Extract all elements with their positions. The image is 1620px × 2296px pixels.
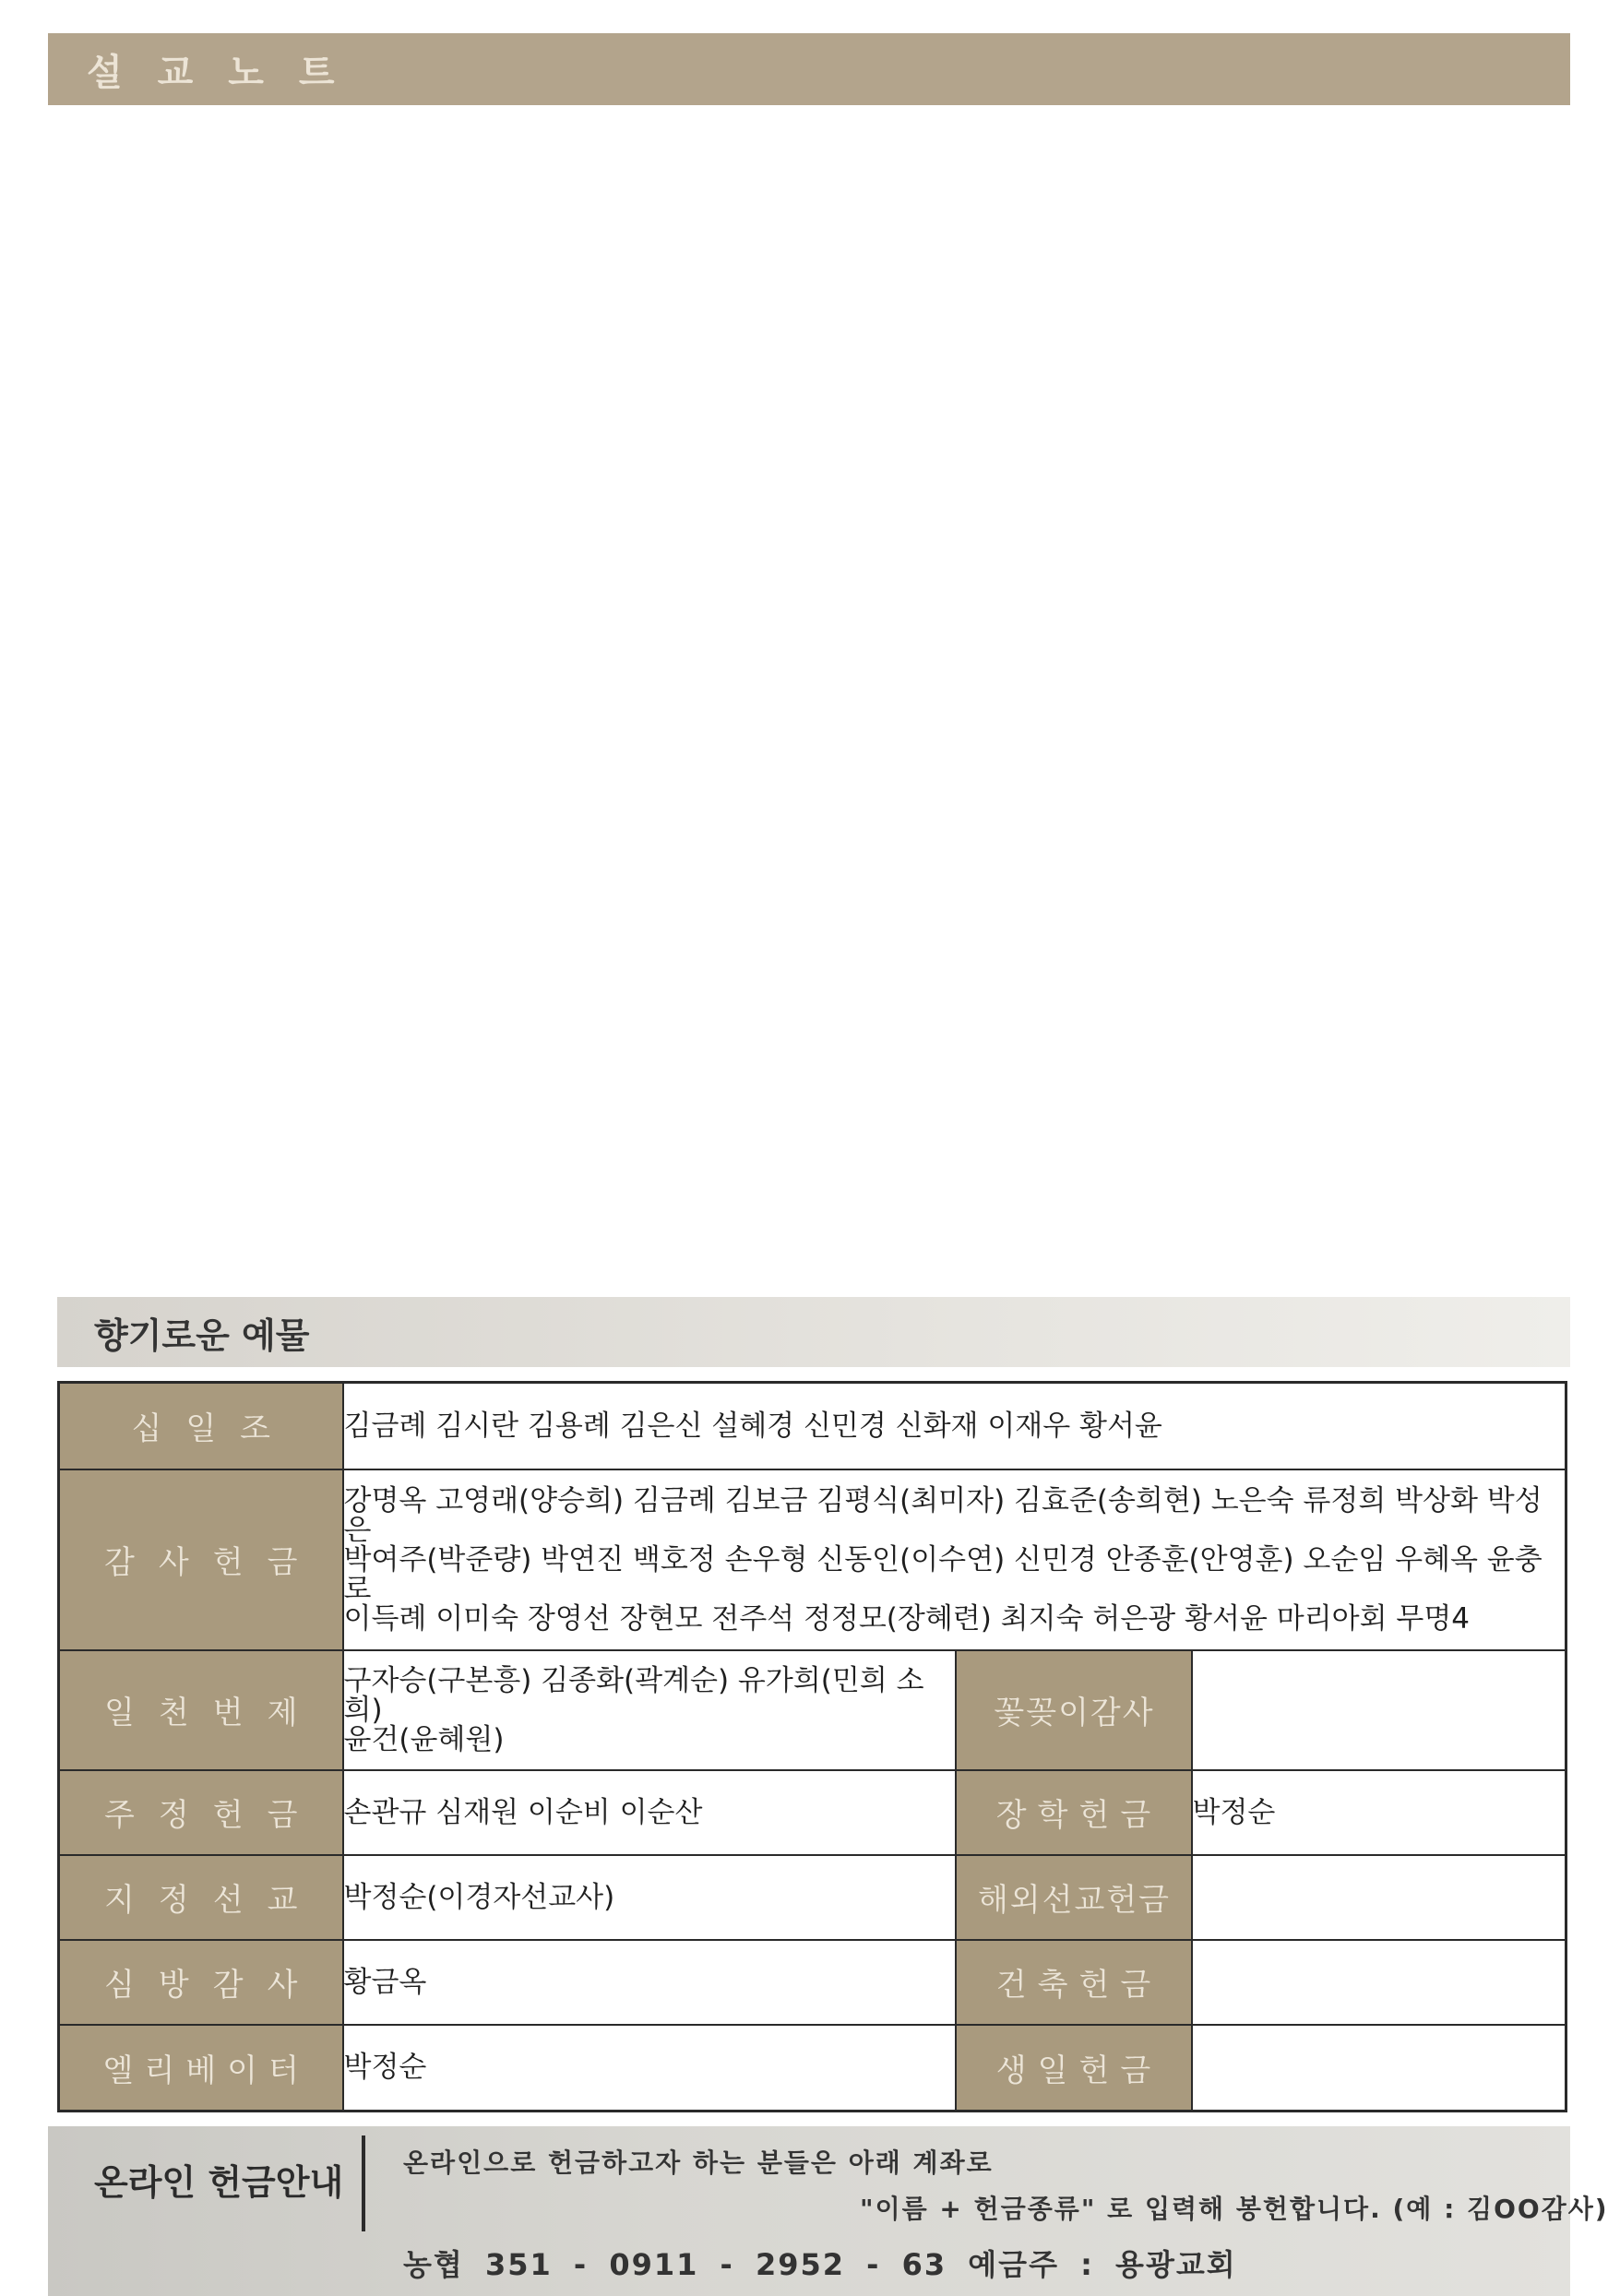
sermon-notes-title: 설교노트: [87, 51, 370, 94]
table-row: [59, 2025, 1566, 2112]
offering-section-title: 향기로운 예물: [94, 1315, 310, 1356]
value-flower-thanks: [1192, 1650, 1566, 1770]
value-overseas-mission: [1192, 1855, 1566, 1940]
value-elevator: 박정순: [343, 2025, 956, 2112]
thousand-offering-line-2: 윤건(윤혜원): [343, 1722, 505, 1756]
label-thousand-offering: 일천번제: [59, 1650, 343, 1770]
label-building-fund: 건축헌금: [956, 1940, 1192, 2025]
value-thousand-offering: [343, 1650, 956, 1770]
value-scholarship: 박정순: [1192, 1770, 1566, 1855]
value-building-fund: [1192, 1940, 1566, 2025]
thanksgiving-line-2: 박여주(박준량) 박연진 백호정 손우형 신동인(이수연) 신민경 안종훈(안영훈) 오순임 우혜옥 윤충로: [343, 1542, 1543, 1606]
label-birthday-offering: 생일헌금: [956, 2025, 1192, 2112]
thousand-offering-line-1: 구자승(구본흥) 김종화(곽계순) 유가희(민희 소희): [343, 1663, 924, 1727]
label-elevator: 엘리베이터: [59, 2025, 343, 2112]
online-instruction-line-1: 온라인으로 헌금하고자 하는 분들은 아래 계좌로: [403, 2147, 994, 2178]
offering-section-header: [57, 1297, 1570, 1367]
online-offering-title: 온라인 헌금안내: [94, 2162, 344, 2203]
table-row: [59, 1650, 1566, 1770]
sermon-notes-header: [48, 33, 1570, 105]
value-tithe: 김금례 김시란 김용례 김은신 설혜경 신민경 신화재 이재우 황서윤: [343, 1383, 1566, 1469]
value-weekly-offering: 손관규 심재원 이순비 이순산: [343, 1770, 956, 1855]
label-visitation-thanks: 심방감사: [59, 1940, 343, 2025]
table-row: [59, 1383, 1566, 1469]
value-thanksgiving: [343, 1469, 1566, 1650]
value-visitation-thanks: 황금옥: [343, 1940, 956, 2025]
table-row: [59, 1940, 1566, 2025]
bank-account-info: 농협 351 - 0911 - 2952 - 63 예금주 : 용광교회: [403, 2247, 1237, 2282]
table-row: [59, 1770, 1566, 1855]
table-row: [59, 1855, 1566, 1940]
offering-table: [57, 1381, 1567, 2112]
value-designated-mission: 박정순(이경자선교사): [343, 1855, 956, 1940]
label-weekly-offering: 주정헌금: [59, 1770, 343, 1855]
thanksgiving-line-3: 이득례 이미숙 장영선 장현모 전주석 정정모(장혜련) 최지숙 허은광 황서윤 마리아회 무명4: [343, 1601, 1471, 1636]
online-instruction-line-2: "이름 + 헌금종류" 로 입력해 봉헌합니다. (예 : 김OO감사): [860, 2194, 1609, 2224]
thanksgiving-line-1: 강명옥 고영래(양승희) 김금례 김보금 김평식(최미자) 김효준(송희현) 노은숙 류정희 박상화 박성은: [343, 1483, 1543, 1547]
label-scholarship: 장학헌금: [956, 1770, 1192, 1855]
label-overseas-mission: 해외선교헌금: [956, 1855, 1192, 1940]
label-designated-mission: 지정선교: [59, 1855, 343, 1940]
label-flower-thanks: 꽃꽂이감사: [956, 1650, 1192, 1770]
online-offering-section: [48, 2126, 1609, 2296]
divider: [362, 2135, 365, 2231]
label-tithe: 십일조: [59, 1383, 343, 1469]
label-thanksgiving: 감사헌금: [59, 1469, 343, 1650]
value-birthday-offering: [1192, 2025, 1566, 2112]
table-row: [59, 1469, 1566, 1650]
